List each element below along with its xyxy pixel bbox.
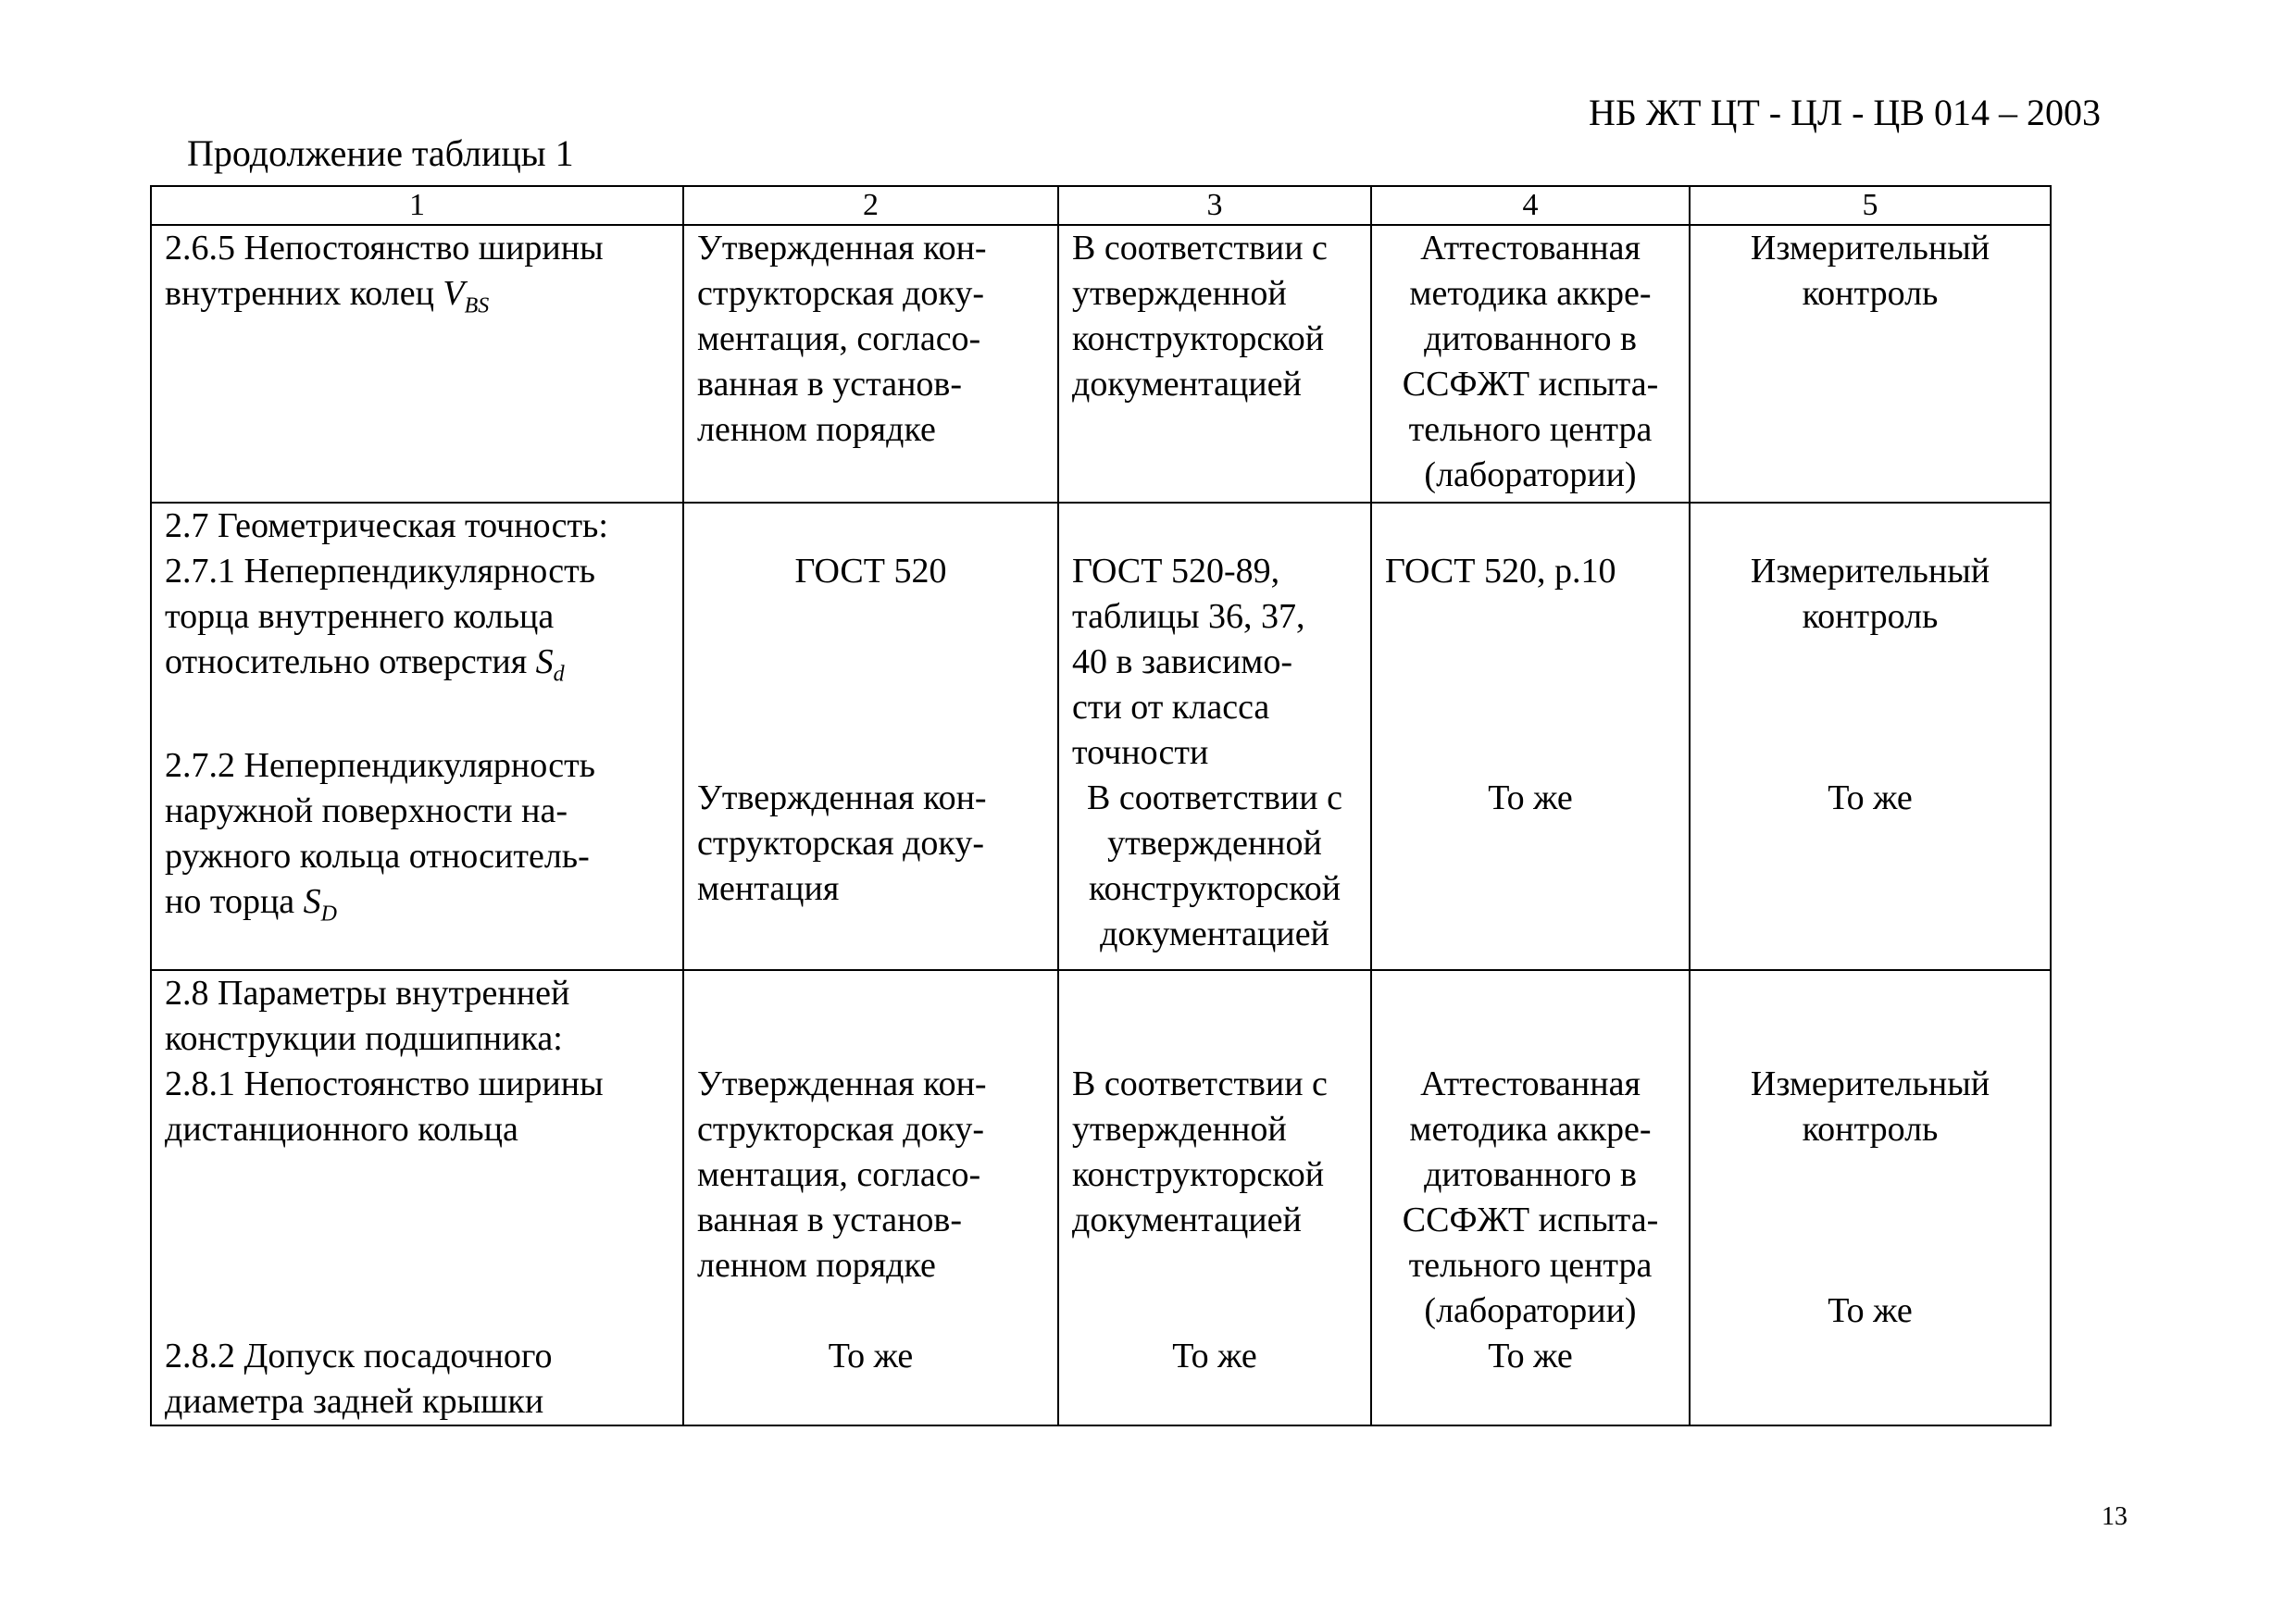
cell-line: контроль: [1802, 597, 1939, 636]
column-number: 4: [1371, 186, 1690, 225]
control-cell: [1690, 503, 2051, 970]
spacer: [1072, 971, 1357, 1062]
spacer: [1703, 640, 2037, 776]
parameter-line: наружной поверхности на-: [165, 790, 568, 830]
cell-line: тельного центра: [1408, 1246, 1653, 1285]
spacer: [697, 594, 1044, 776]
parameter-symbol: V: [443, 274, 465, 313]
spacer: [697, 504, 1044, 549]
cell-line: точности: [1072, 733, 1209, 772]
cell-line: ССФЖТ испыта-: [1402, 1201, 1659, 1239]
column-number: 1: [151, 186, 683, 225]
parameter-symbol-index: d: [553, 662, 565, 687]
cell-line: В соответствии с: [1072, 229, 1328, 268]
parameter-line: 2.8.2 Допуск посадочного: [165, 1337, 553, 1375]
parameter-text: относительно отверстия: [165, 642, 536, 681]
parameter-line: 2.7.2 Неперпендикулярность: [165, 745, 595, 785]
cell-line: контроль: [1802, 1110, 1939, 1149]
cell-line: То же: [828, 1337, 914, 1375]
control-cell: [1690, 970, 2051, 1425]
cell-line: Утвержденная кон-: [697, 1064, 987, 1103]
cell-line: конструкторской: [1072, 1155, 1325, 1194]
parameter-symbol: S: [303, 881, 321, 921]
cell-line: То же: [1488, 1337, 1573, 1375]
document-cell: [683, 225, 1058, 503]
parameter-line: дистанционного кольца: [165, 1110, 518, 1149]
document-cell: [683, 970, 1058, 1425]
cell-line: документацией: [1100, 915, 1329, 953]
cell-line: ГОСТ 520, р.10: [1385, 552, 1616, 591]
spacer: [1703, 504, 2037, 549]
column-number: 2: [683, 186, 1058, 225]
cell-line: Измерительный: [1750, 1064, 1990, 1103]
cell-line: ментация, согласо-: [697, 319, 981, 358]
parameter-cell: [151, 225, 683, 503]
parameter-line: [165, 271, 669, 330]
table-row: [151, 225, 2051, 503]
cell-line: утвержденной: [1072, 1110, 1287, 1149]
spacer: [1385, 594, 1676, 776]
method-cell: [1371, 970, 1690, 1425]
cell-line: таблицы 36, 37,: [1072, 597, 1305, 636]
method-cell: [1371, 225, 1690, 503]
parameter-line: конструкции подшипника:: [165, 1019, 563, 1058]
parameter-line: 2.7.1 Неперпендикулярность: [165, 552, 595, 591]
table-row: [151, 503, 2051, 970]
cell-line: ленном порядке: [697, 1246, 936, 1285]
cell-line: структорская доку-: [697, 1110, 985, 1149]
cell-line: Измерительный: [1750, 552, 1990, 591]
parameter-line: 2.7 Геометрическая точность:: [165, 506, 608, 545]
cell-line: ванная в установ-: [697, 1201, 963, 1239]
cell-line: В соответствии с: [1072, 1064, 1328, 1103]
cell-line: ГОСТ 520-89,: [1072, 552, 1280, 591]
table-caption: Продолжение таблицы 1: [187, 132, 574, 174]
cell-line: утвержденной: [1072, 274, 1287, 313]
cell-line: конструкторской: [1088, 869, 1341, 908]
cell-line: 40 в зависимо-: [1072, 642, 1293, 681]
cell-line: документацией: [1072, 365, 1302, 404]
norm-cell: [1058, 970, 1371, 1425]
cell-line: ментация: [697, 869, 840, 908]
cell-line: То же: [1172, 1337, 1257, 1375]
spacer: [1703, 1152, 2037, 1288]
parameter-line: диаметра задней крышки: [165, 1382, 544, 1421]
parameter-line: 2.8.1 Непостоянство ширины: [165, 1064, 604, 1103]
cell-line: ГОСТ 520: [794, 552, 947, 591]
parameter-line: торца внутреннего кольца: [165, 597, 555, 636]
table-row: [151, 970, 2051, 1425]
cell-line: Аттестованная: [1420, 1064, 1641, 1103]
cell-line: Аттестованная: [1420, 229, 1641, 268]
spacer: [165, 1152, 669, 1334]
cell-line: конструкторской: [1072, 319, 1325, 358]
norm-cell: [1058, 503, 1371, 970]
cell-line: ментация, согласо-: [697, 1155, 981, 1194]
specification-table: [150, 185, 2052, 1426]
cell-line: дитованного в: [1424, 319, 1637, 358]
cell-line: (лаборатории): [1424, 1291, 1637, 1330]
parameter-cell: [151, 970, 683, 1425]
cell-line: контроль: [1802, 274, 1939, 313]
spacer: [165, 698, 669, 743]
spacer: [1072, 1243, 1357, 1334]
spacer: [1385, 504, 1676, 549]
parameter-line: 2.6.5 Непостоянство ширины: [165, 229, 604, 268]
spacer: [1385, 971, 1676, 1062]
parameter-text: внутренних колец: [165, 274, 443, 313]
spacer: [1072, 504, 1357, 549]
parameter-symbol-index: D: [320, 902, 337, 927]
page-number: 13: [2102, 1502, 2128, 1531]
cell-line: ССФЖТ испыта-: [1402, 365, 1659, 404]
cell-line: Измерительный: [1750, 229, 1990, 268]
parameter-line: ружного кольца относитель-: [165, 836, 590, 876]
norm-cell: [1058, 225, 1371, 503]
parameter-text: но торца: [165, 881, 304, 921]
cell-line: структорская доку-: [697, 824, 985, 863]
cell-line: методика аккре-: [1409, 274, 1652, 313]
parameter-line: 2.8 Параметры внутренней: [165, 974, 570, 1013]
cell-line: То же: [1828, 1291, 1913, 1330]
parameter-line: [165, 640, 669, 698]
cell-line: (лаборатории): [1424, 455, 1637, 494]
parameter-line: [165, 879, 669, 938]
column-number-row: [151, 186, 2051, 225]
cell-line: В соответствии с: [1087, 778, 1342, 817]
cell-line: Утвержденная кон-: [697, 229, 987, 268]
document-cell: [683, 503, 1058, 970]
cell-line: ванная в установ-: [697, 365, 963, 404]
cell-line: То же: [1488, 778, 1573, 817]
document-code: НБ ЖТ ЦТ - ЦЛ - ЦВ 014 – 2003: [1589, 92, 2101, 133]
spacer: [697, 971, 1044, 1062]
parameter-symbol: S: [535, 642, 554, 681]
cell-line: тельного центра: [1408, 410, 1653, 449]
cell-line: дитованного в: [1424, 1155, 1637, 1194]
column-number: 3: [1058, 186, 1371, 225]
method-cell: [1371, 503, 1690, 970]
spacer: [697, 1288, 1044, 1334]
cell-line: ленном порядке: [697, 410, 936, 449]
cell-line: Утвержденная кон-: [697, 778, 987, 817]
parameter-cell: [151, 503, 683, 970]
cell-line: методика аккре-: [1409, 1110, 1652, 1149]
cell-line: То же: [1828, 778, 1913, 817]
cell-line: сти от класса: [1072, 688, 1270, 727]
control-cell: [1690, 225, 2051, 503]
cell-line: утвержденной: [1107, 824, 1322, 863]
cell-line: документацией: [1072, 1201, 1302, 1239]
parameter-symbol-index: BS: [464, 293, 490, 318]
spacer: [1703, 971, 2037, 1062]
column-number: 5: [1690, 186, 2051, 225]
cell-line: структорская доку-: [697, 274, 985, 313]
